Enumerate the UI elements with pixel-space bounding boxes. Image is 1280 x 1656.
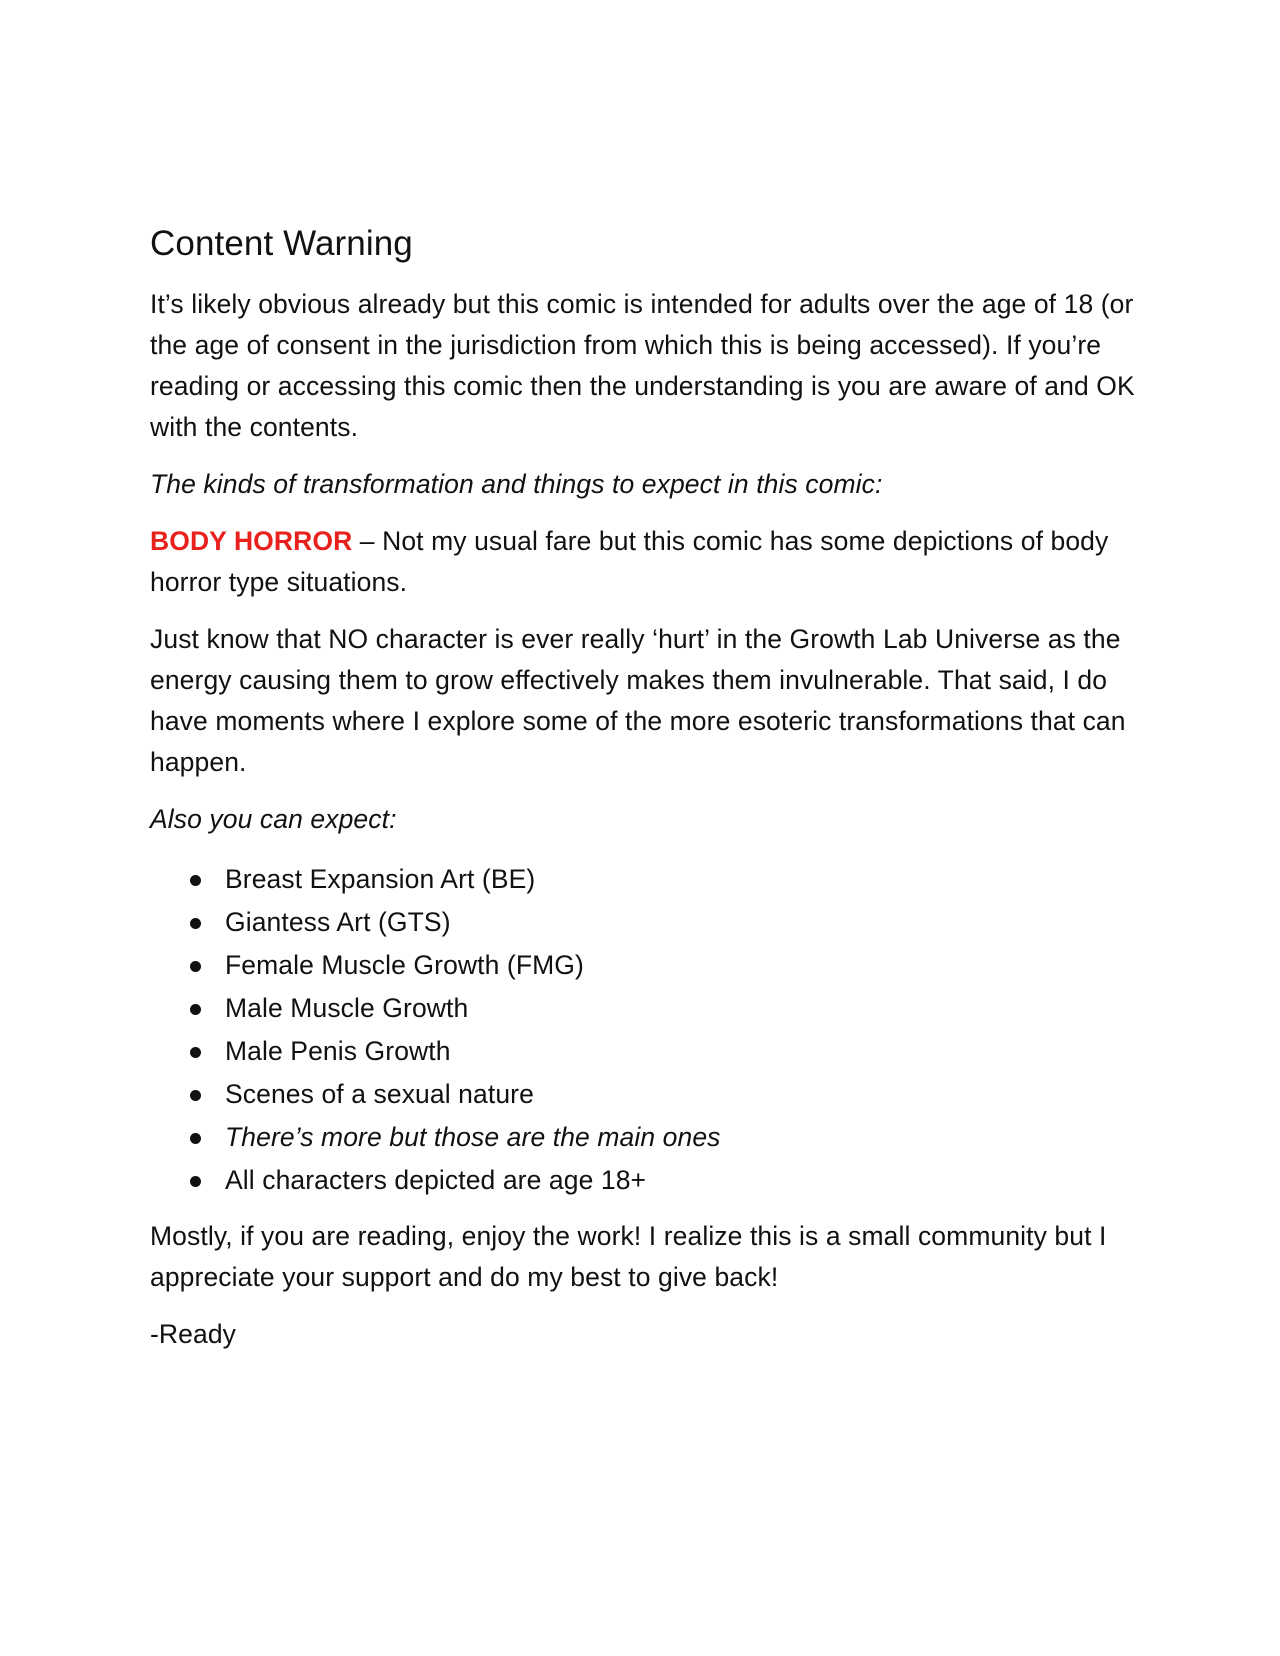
list-item (190, 1030, 1135, 1073)
bullet-icon (190, 1004, 201, 1015)
kinds-heading: The kinds of transformation and things to expect in this comic: (150, 469, 883, 499)
expect-list (150, 858, 1135, 1202)
list-item (190, 987, 1135, 1030)
list-item (190, 1116, 1135, 1159)
body-horror-text: – Not my usual fare but this comic has some depictions of body horror type situations. (150, 526, 1109, 597)
bullet-icon (190, 1176, 201, 1187)
bullet-icon (190, 1133, 201, 1144)
content-warning-page (150, 222, 1135, 1371)
bullet-icon (190, 1090, 201, 1101)
list-item (190, 1073, 1135, 1116)
list-item (190, 901, 1135, 944)
page-title: Content Warning (150, 224, 413, 263)
body-horror-label: BODY HORROR (150, 526, 353, 556)
body-horror-paragraph (150, 521, 1135, 603)
intro-paragraph: It’s likely obvious already but this comic is intended for adults over the age of 18 (or the age of consent in the jurisdiction from which this is being accessed). If you’re reading or accessing this comic then the understanding is you are aware of and OK with the contents. (150, 289, 1135, 442)
list-item (190, 1159, 1135, 1202)
list-item-text: Female Muscle Growth (FMG) (225, 950, 584, 980)
also-heading: Also you can expect: (150, 804, 397, 834)
bullet-icon (190, 918, 201, 929)
list-item-text: Giantess Art (GTS) (225, 907, 451, 937)
list-item (190, 944, 1135, 987)
list-item-text: Male Muscle Growth (225, 993, 469, 1023)
bullet-icon (190, 961, 201, 972)
bullet-icon (190, 1047, 201, 1058)
list-item-text: All characters depicted are age 18+ (225, 1165, 647, 1195)
signature: -Ready (150, 1319, 237, 1349)
list-item-text: There’s more but those are the main ones (225, 1122, 721, 1152)
reassurance-paragraph: Just know that NO character is ever really ‘hurt’ in the Growth Lab Universe as the energy causing them to grow effectively makes them invulnerable. That said, I do have moments where I explore some of the more esoteric transformations that can happen. (150, 624, 1126, 777)
list-item (190, 858, 1135, 901)
bullet-icon (190, 875, 201, 886)
list-item-text: Scenes of a sexual nature (225, 1079, 534, 1109)
closing-paragraph: Mostly, if you are reading, enjoy the work! I realize this is a small community but I appreciate your support and do my best to give back! (150, 1221, 1107, 1292)
list-item-text: Male Penis Growth (225, 1036, 451, 1066)
list-item-text: Breast Expansion Art (BE) (225, 864, 536, 894)
